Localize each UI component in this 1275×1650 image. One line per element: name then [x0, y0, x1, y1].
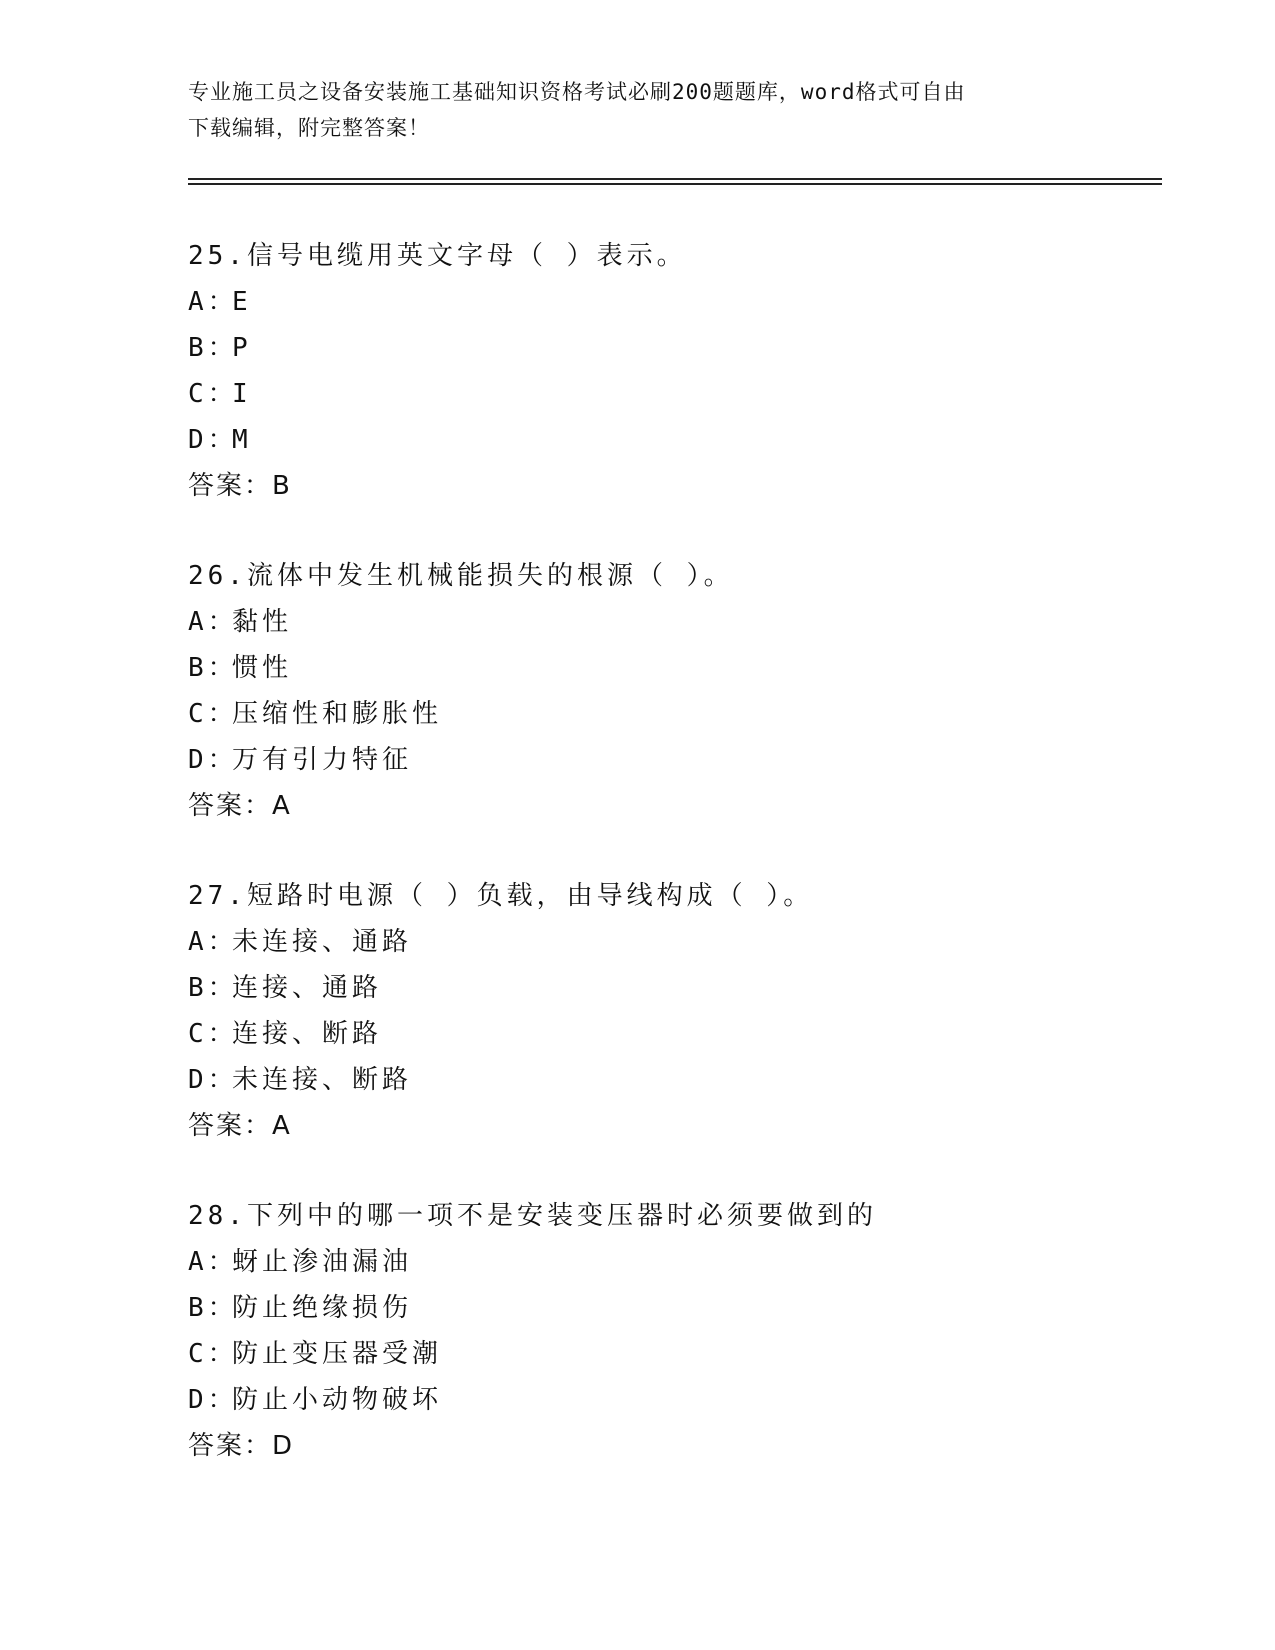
- option-key: B：: [188, 333, 238, 363]
- option-text: E: [232, 287, 252, 317]
- answer-label: 答案：: [188, 791, 273, 821]
- option-b: [188, 325, 1168, 371]
- option-key: A：: [188, 1247, 238, 1277]
- option-text: 蚜止渗油漏油: [232, 1247, 413, 1277]
- option-key: A：: [188, 287, 238, 317]
- option-text: 防止变压器受潮: [232, 1339, 443, 1369]
- option-text: 惯性: [232, 653, 293, 683]
- option-a: [188, 599, 1168, 645]
- option-b: [188, 645, 1168, 691]
- option-text: 连接、断路: [232, 1019, 383, 1049]
- header-divider-bottom: [188, 183, 1162, 185]
- question-stem: 28.下列中的哪一项不是安装变压器时必须要做到的: [188, 1201, 877, 1231]
- option-key: A：: [188, 607, 238, 637]
- option-key: C：: [188, 379, 238, 409]
- option-text: 未连接、断路: [232, 1065, 413, 1095]
- option-d: [188, 1377, 1168, 1423]
- option-text: M: [232, 425, 252, 455]
- document-header: [188, 74, 1068, 146]
- option-key: D：: [188, 425, 238, 455]
- answer-value: D: [272, 1431, 295, 1461]
- option-key: C：: [188, 1019, 238, 1049]
- question-block: [188, 553, 1168, 829]
- option-c: [188, 371, 1168, 417]
- option-c: [188, 1011, 1168, 1057]
- option-a: [188, 279, 1168, 325]
- answer-label: 答案：: [188, 1431, 273, 1461]
- option-c: [188, 1331, 1168, 1377]
- answer-value: A: [272, 791, 292, 821]
- option-a: [188, 1239, 1168, 1285]
- option-key: C：: [188, 699, 238, 729]
- question-block: [188, 873, 1168, 1149]
- option-key: B：: [188, 653, 238, 683]
- option-key: D：: [188, 1065, 238, 1095]
- answer-label: 答案：: [188, 1111, 273, 1141]
- option-d: [188, 1057, 1168, 1103]
- option-text: 未连接、通路: [232, 927, 413, 957]
- option-text: 连接、通路: [232, 973, 383, 1003]
- option-b: [188, 1285, 1168, 1331]
- question-block: [188, 1193, 1168, 1469]
- question-stem: 25.信号电缆用英文字母（ ）表示。: [188, 241, 687, 271]
- header-line-2: 下载编辑，附完整答案！: [188, 116, 430, 140]
- answer-label: 答案：: [188, 471, 273, 501]
- option-key: B：: [188, 973, 238, 1003]
- header-divider-top: [188, 178, 1162, 180]
- answer-line: [188, 1103, 1168, 1149]
- question-block: [188, 233, 1168, 509]
- option-text: 防止绝缘损伤: [232, 1293, 413, 1323]
- option-key: A：: [188, 927, 238, 957]
- question-stem: 27.短路时电源（ ）负载，由导线构成（ ）。: [188, 881, 814, 911]
- option-text: 黏性: [232, 607, 293, 637]
- option-d: [188, 737, 1168, 783]
- option-key: D：: [188, 1385, 238, 1415]
- option-text: 万有引力特征: [232, 745, 413, 775]
- option-b: [188, 965, 1168, 1011]
- answer-line: [188, 1423, 1168, 1469]
- option-key: C：: [188, 1339, 238, 1369]
- option-d: [188, 417, 1168, 463]
- option-a: [188, 919, 1168, 965]
- option-text: 压缩性和膨胀性: [232, 699, 443, 729]
- header-line-1: 专业施工员之设备安装施工基础知识资格考试必刷200题题库，word格式可自由: [188, 80, 966, 104]
- option-c: [188, 691, 1168, 737]
- question-stem: 26.流体中发生机械能损失的根源（ ）。: [188, 561, 734, 591]
- answer-value: B: [272, 471, 292, 501]
- option-text: I: [232, 379, 252, 409]
- answer-value: A: [272, 1111, 292, 1141]
- option-key: B：: [188, 1293, 238, 1323]
- option-key: D：: [188, 745, 238, 775]
- option-text: P: [232, 333, 252, 363]
- answer-line: [188, 783, 1168, 829]
- answer-line: [188, 463, 1168, 509]
- option-text: 防止小动物破坏: [232, 1385, 443, 1415]
